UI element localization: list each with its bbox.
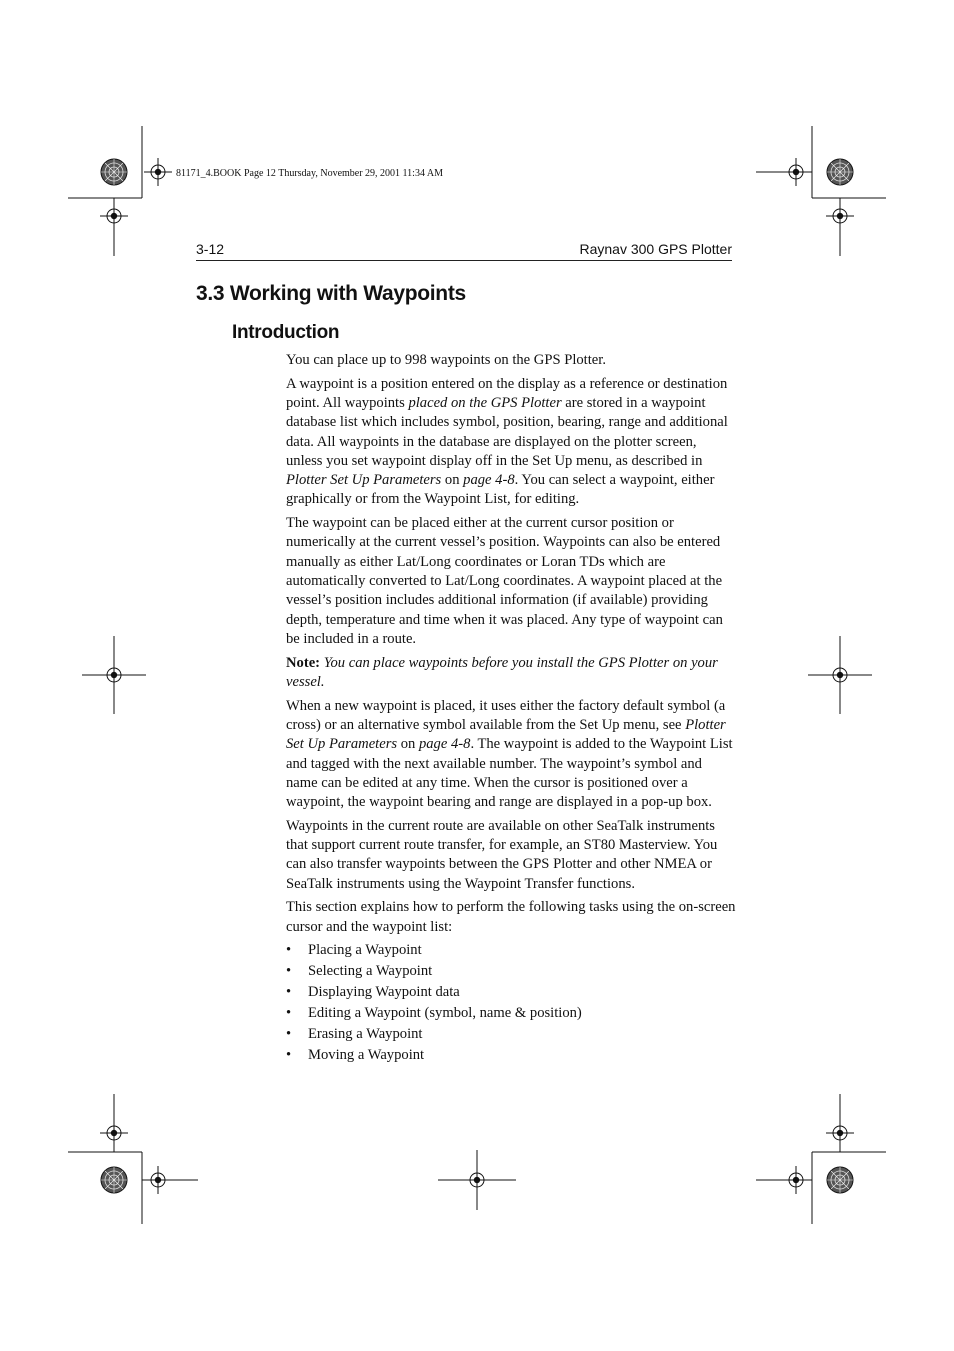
cross-reference: Plotter Set Up Parameters [286,472,442,489]
list-item: • Placing a Waypoint [286,941,736,960]
registration-star-top-left [101,159,127,185]
page-reference: page 4-8 [418,736,471,753]
subsection-title: Introduction [232,322,340,343]
page-reference: page 4-8 [463,472,515,489]
page-number: 3-12 [196,241,225,257]
cross-reference: Plotter Set Up Parameters [286,716,726,753]
registration-star-top-right [827,159,853,185]
list-item: • Selecting a Waypoint [286,962,736,981]
paragraph-capacity: You can place up to 998 waypoints on the GPS Plotter. [286,352,606,368]
paragraph-definition: A waypoint is a position entered on the display as a reference or destination point. All waypoints placed on the GPS Plotter are stored in a waypoint database list which includes symbol, position, bearing, range and additional data. All waypoints in the database are displayed on the plotter screen, unless you set waypoint display off in the Set Up menu, as described in Plotter Set Up Parameters on page 4-8. You can select a waypoint, either graphically or from the Waypoint List, for editing. [286,375,728,508]
list-item: • Editing a Waypoint (symbol, name & position) [286,1004,736,1023]
paragraph-tasks-intro: This section explains how to perform the following tasks using the on-screen cursor and the waypoint list: [286,899,736,935]
registration-mark [144,158,172,186]
list-item: • Displaying Waypoint data [286,983,736,1002]
registration-star-bottom-right [827,1167,853,1193]
note [286,654,736,693]
list-item: • Erasing a Waypoint [286,1025,736,1044]
book-title: Raynav 300 GPS Plotter [579,241,732,257]
note-text: You can place waypoints before you install the GPS Plotter on your vessel. [286,654,718,690]
paragraph-new-waypoint: When a new waypoint is placed, it uses either the factory default symbol (a cross) or an alternative symbol available from the Set Up menu, see Plotter Set Up Parameters on page 4-8. The waypoint is added to the Waypoint List and tagged with the next available number. The waypoint’s symbol and name can be edited at any time. When the cursor is positioned over a waypoint, the waypoint bearing and range are displayed in a pop-up box. [286,697,733,811]
list-item: • Moving a Waypoint [286,1046,736,1065]
running-header [196,240,732,261]
paragraph-placement: The waypoint can be placed either at the current cursor position or numerically at the current vessel’s position. Waypoints can also be entered manually as either Lat/Long coordinates or Loran TDs which are automatically converted to Lat/Long coordinates. A waypoint placed at the vessel’s position includes additional information (if available) providing depth, temperature and time when it was placed. Any type of waypoint can be included in a route. [286,515,723,647]
paragraph-transfer: Waypoints in the current route are available on other SeaTalk instruments that support current route transfer, for example, an ST80 Masterview. You can also transfer waypoints between the GPS Plotter and other NMEA or SeaTalk instruments using the Waypoint Transfer functions. [286,817,718,892]
note-label: Note: [286,654,321,671]
print-slug: 81171_4.BOOK Page 12 Thursday, November 29, 2001 11:34 AM [176,168,444,179]
task-list [286,941,736,1065]
body-text [286,351,736,1067]
section-title: 3.3 Working with Waypoints [196,282,466,305]
registration-star-bottom-left [101,1167,127,1193]
